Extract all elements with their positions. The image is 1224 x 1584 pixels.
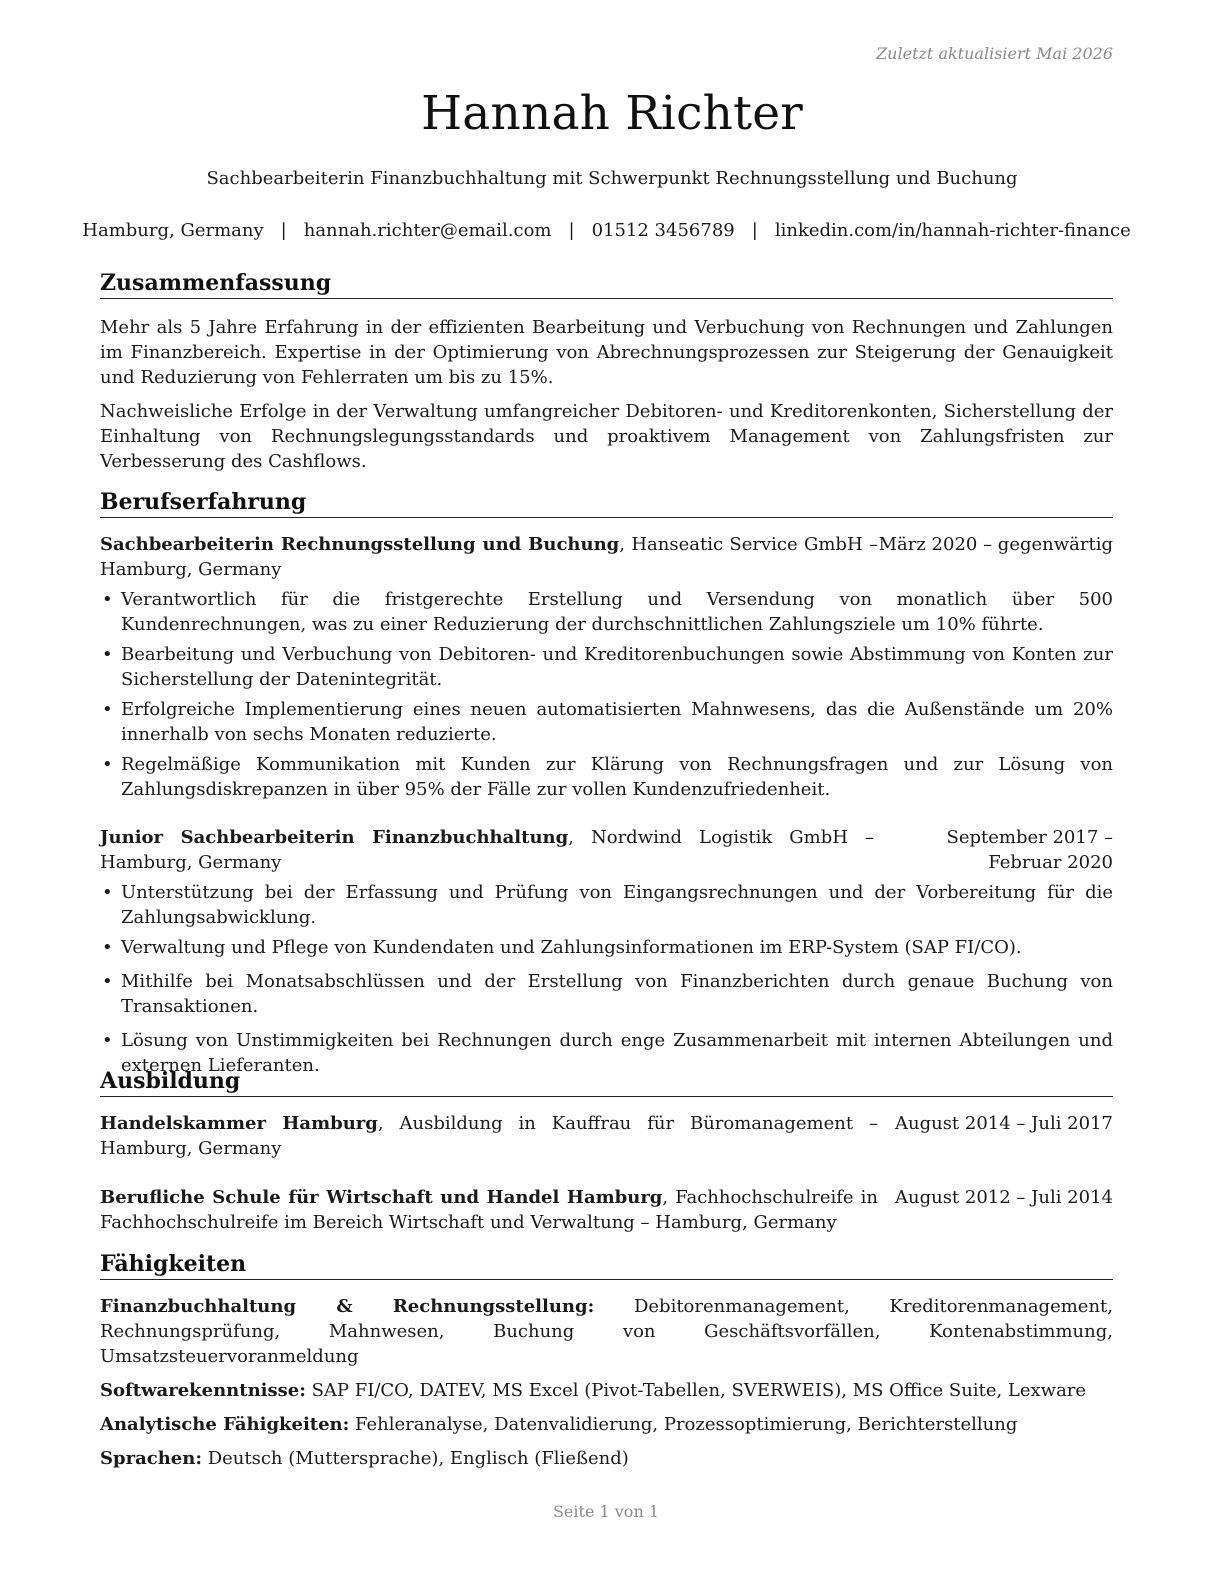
contact-linkedin[interactable]: linkedin.com/in/hannah-richter-finance — [774, 220, 1131, 241]
contact-line — [0, 220, 1213, 241]
job-dates: März 2020 – gegenwärtig — [878, 534, 1113, 555]
job-dates: September 2017 – Februar 2020 — [946, 827, 1113, 873]
section-title-experience: Berufserfahrung — [100, 489, 1113, 518]
headline: Sachbearbeiterin Finanzbuchhaltung mit Schwerpunkt Rechnungsstellung und Buchung — [206, 168, 1018, 189]
section-title-education: Ausbildung — [100, 1068, 1113, 1097]
list-item: • Mithilfe bei Monatsabschlüssen und der Erstellung von Finanzberichten durch genaue Buchung von Transaktionen. — [100, 969, 1113, 1019]
list-item: • Regelmäßige Kommunikation mit Kunden zur Klärung von Rechnungsfragen und zur Lösung von Zahlungsdiskrepanzen in über 95% der Fälle zur vollen Kundenzufriedenheit. — [100, 752, 1113, 802]
skill-value: SAP FI/CO, DATEV, MS Excel (Pivot-Tabellen, SVERWEIS), MS Office Suite, Lexware — [305, 1380, 1087, 1401]
job-bullets — [100, 587, 1113, 802]
list-item: • Erfolgreiche Implementierung eines neuen automatisierten Mahnwesens, das die Außenstände um 20% innerhalb von sechs Monaten reduzierte. — [100, 697, 1113, 747]
list-item: • Bearbeitung und Verbuchung von Debitoren- und Kreditorenbuchungen sowie Abstimmung von Konten zur Sicherstellung der Datenintegrität. — [100, 642, 1113, 692]
contact-email[interactable]: hannah.richter@email.com — [303, 220, 552, 241]
education-dates: August 2014 – Juli 2017 — [894, 1113, 1113, 1134]
summary-paragraph: Mehr als 5 Jahre Erfahrung in der effizienten Bearbeitung und Verbuchung von Rechnungen und Zahlungen im Finanzbereich. Expertise in der Optimierung von Abrechnungsprozessen zur Steigerung der Genauigkeit und Reduzierung von Fehlerraten um bis zu 15%. — [100, 317, 1113, 388]
job-bullets — [100, 880, 1113, 1078]
education-entry — [100, 1185, 1113, 1235]
list-item: • Unterstützung bei der Erfassung und Prüfung von Eingangsrechnungen und der Vorbereitung für die Zahlungsabwicklung. — [100, 880, 1113, 930]
skill-line — [100, 1378, 1113, 1403]
list-item: • Verantwortlich für die fristgerechte Erstellung und Versendung von monatlich über 500 Kundenrechnungen, was zu einer Reduzierung der durchschnittlichen Zahlungsziele um 10% führte. — [100, 587, 1113, 637]
last-updated: Zuletzt aktualisiert Mai 2026 — [876, 44, 1113, 63]
summary-paragraph: Nachweisliche Erfolge in der Verwaltung umfangreicher Debitoren- und Kreditorenkonten, Sicherstellung der Einhaltung von Rechnungslegungsstandards und proaktivem Management von Zahlungsfristen zur Verbesserung des Cashflows. — [100, 401, 1113, 472]
contact-separator: | — [568, 220, 575, 241]
education-entry — [100, 1111, 1113, 1161]
education-heading — [100, 1185, 878, 1235]
education-section — [100, 1068, 1113, 1235]
skill-value: Fehleranalyse, Datenvalidierung, Prozessoptimierung, Berichterstellung — [349, 1414, 1018, 1435]
candidate-name: Hannah Richter — [421, 86, 803, 141]
skill-label: Softwarekenntnisse: — [100, 1380, 306, 1401]
list-item: • Verwaltung und Pflege von Kundendaten und Zahlungsinformationen im ERP-System (SAP FI/CO). — [100, 935, 1113, 960]
skills-section — [100, 1251, 1113, 1471]
skill-label: Finanzbuchhaltung & Rechnungsstellung: — [100, 1296, 595, 1317]
contact-separator: | — [751, 220, 758, 241]
section-title-summary: Zusammenfassung — [100, 270, 1113, 299]
job-entry — [100, 532, 1113, 802]
page-number: Seite 1 von 1 — [552, 1502, 660, 1521]
list-item: • Lösung von Unstimmigkeiten bei Rechnungen durch enge Zusammenarbeit mit internen Abteilungen und externen Lieferanten. — [100, 1028, 1113, 1078]
education-detail: , Ausbildung in Kauffrau für Büromanagement – Hamburg, Germany — [100, 1113, 879, 1159]
skill-line — [100, 1294, 1113, 1369]
job-role: Junior Sachbearbeiterin Finanzbuchhaltung — [100, 827, 569, 848]
section-title-skills: Fähigkeiten — [100, 1251, 1113, 1280]
job-company: , Hanseatic Service GmbH – Hamburg, Germany — [100, 534, 878, 580]
job-role: Sachbearbeiterin Rechnungsstellung und Buchung — [100, 534, 620, 555]
education-detail: , Fachhochschulreife in Fachhochschulreife im Bereich Wirtschaft und Verwaltung – Hamburg, Germany — [100, 1187, 878, 1233]
job-entry — [100, 825, 1113, 1078]
job-heading — [100, 825, 874, 875]
education-school: Berufliche Schule für Wirtschaft und Handel Hamburg — [100, 1187, 663, 1208]
contact-phone: 01512 3456789 — [591, 220, 735, 241]
skill-label: Analytische Fähigkeiten: — [100, 1414, 350, 1435]
skill-line — [100, 1412, 1113, 1437]
job-company: , Nordwind Logistik GmbH – Hamburg, Germany — [100, 827, 874, 873]
experience-section — [100, 489, 1113, 1078]
skill-label: Sprachen: — [100, 1448, 202, 1469]
education-dates: August 2012 – Juli 2014 — [894, 1187, 1113, 1208]
education-school: Handelskammer Hamburg — [100, 1113, 378, 1134]
contact-location: Hamburg, Germany — [82, 220, 264, 241]
skill-value: Debitorenmanagement, Kreditorenmanagement, Rechnungsprüfung, Mahnwesen, Buchung von Geschäftsvorfällen, Kontenabstimmung, Umsatzsteuervoranmeldung — [100, 1296, 1113, 1367]
contact-separator: | — [280, 220, 287, 241]
summary-section — [100, 270, 1113, 474]
education-heading — [100, 1111, 878, 1161]
job-heading — [100, 532, 878, 582]
skill-line — [100, 1446, 1113, 1471]
skill-value: Deutsch (Muttersprache), Englisch (Fließend) — [201, 1448, 629, 1469]
